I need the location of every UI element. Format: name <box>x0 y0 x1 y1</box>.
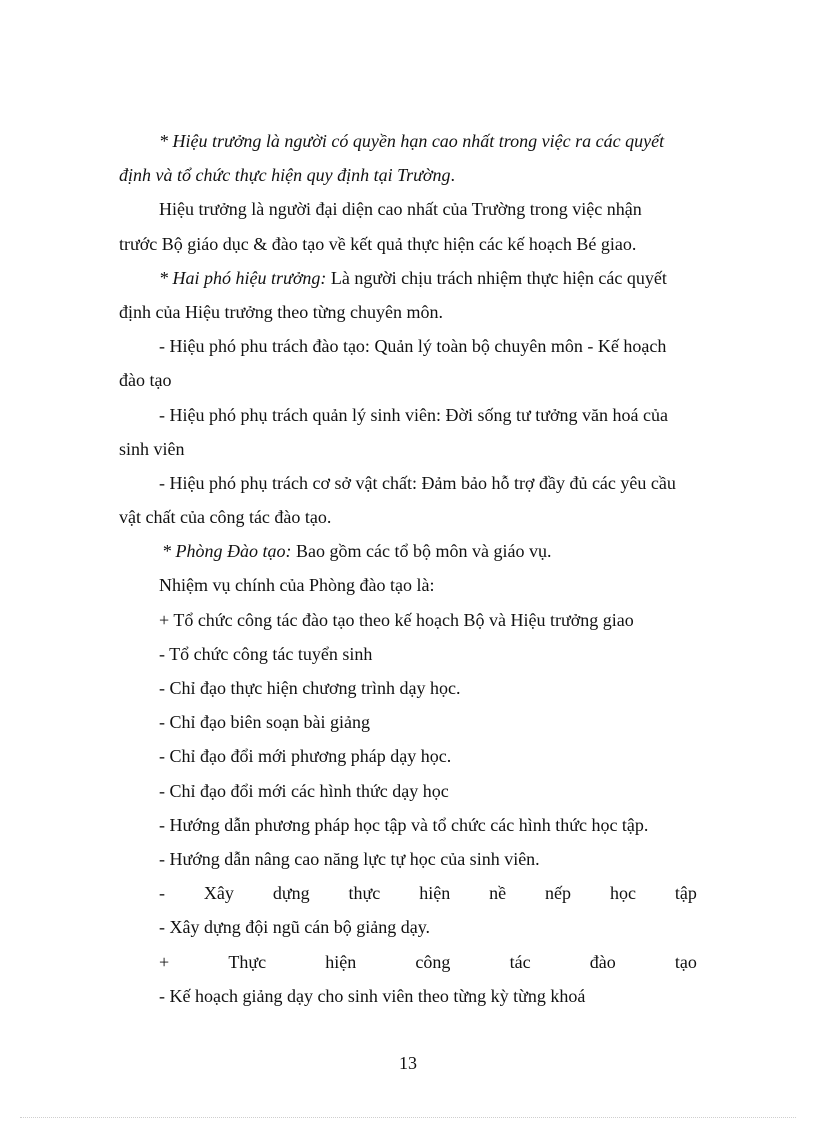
justified-word: thực <box>348 883 381 904</box>
vp-facilities-line-1: - Hiệu phó phụ trách cơ sở vật chất: Đảm bảo hỗ trợ đầy đủ các yêu cầu <box>159 472 676 493</box>
justified-word: tác <box>509 951 531 972</box>
justified-word: học <box>609 883 636 904</box>
document-body <box>119 124 697 1013</box>
page-bottom-divider <box>20 1117 796 1118</box>
justified-word: tạo <box>674 951 697 972</box>
justified-word: hiện <box>325 951 357 972</box>
duty-item: + Tổ chức công tác đào tạo theo kế hoạch Bộ và Hiệu trưởng giao <box>159 609 634 630</box>
principal-representative-line-2: trước Bộ giáo dục & đào tạo về kết quả thực hiện các kế hoạch Bé giao. <box>119 233 637 254</box>
justified-word: tập <box>674 883 697 904</box>
principal-heading-period: . <box>450 165 456 186</box>
principal-representative-line-1: Hiệu trưởng là người đại diện cao nhất của Trường trong việc nhận <box>159 199 642 220</box>
vp-facilities-line-2: vật chất của công tác đào tạo. <box>119 507 332 528</box>
page-number: 13 <box>399 1053 417 1073</box>
principal-heading-cont <box>119 158 697 192</box>
duty-item: - Kế hoạch giảng dạy cho sinh viên theo từng kỳ từng khoá <box>159 985 586 1006</box>
duty-item: - Hướng dẫn nâng cao năng lực tự học của sinh viên. <box>159 848 540 869</box>
justified-word: đào <box>589 951 616 972</box>
vice-principals-desc: Là người chịu trách nhiệm thực hiện các quyết <box>326 267 667 288</box>
vice-principals-desc-cont: định của Hiệu trưởng theo từng chuyên môn. <box>119 301 443 322</box>
training-office-desc: Bao gồm các tổ bộ môn và giáo vụ. <box>291 541 552 562</box>
justified-duty-line-2 <box>119 945 697 979</box>
principal-heading-line <box>119 124 697 158</box>
duties-intro: Nhiệm vụ chính của Phòng đào tạo là: <box>159 575 435 596</box>
justified-word: dựng <box>272 883 310 904</box>
vp-students-line-1: - Hiệu phó phụ trách quản lý sinh viên: Đời sống tư tưởng văn hoá của <box>159 404 668 425</box>
justified-word: nếp <box>545 883 572 904</box>
duty-item: - Chỉ đạo thực hiện chương trình dạy học. <box>159 678 461 698</box>
vp-training-line-2: đào tạo <box>119 370 172 391</box>
vice-principals-heading: * Hai phó hiệu trưởng: <box>159 267 327 288</box>
principal-heading-cont-italic: định và tổ chức thực hiện quy định tại Trường <box>119 165 451 186</box>
vp-training-line-1: - Hiệu phó phu trách đào tạo: Quản lý toàn bộ chuyên môn - Kế hoạch <box>159 336 667 357</box>
duty-item: - Tổ chức công tác tuyển sinh <box>159 643 373 664</box>
justified-word: Xây <box>203 883 234 904</box>
justified-word: - <box>159 883 165 904</box>
duty-item: - Chỉ đạo đổi mới phương pháp dạy học. <box>159 746 452 767</box>
justified-word: nề <box>489 883 507 904</box>
justified-duty-line-1 <box>119 876 697 910</box>
justified-word: công <box>415 951 451 972</box>
training-office-heading-line <box>119 534 697 568</box>
duty-item: - Chỉ đạo đổi mới các hình thức dạy học <box>159 780 449 801</box>
justified-word: hiện <box>419 883 451 904</box>
vice-principals-heading-line <box>119 261 697 295</box>
vp-students-line-2: sinh viên <box>119 438 185 459</box>
training-office-heading: * Phòng Đào tạo: <box>162 541 292 562</box>
principal-heading: * Hiệu trưởng là người có quyền hạn cao nhất trong việc ra các quyết <box>159 131 665 151</box>
duty-item: - Hướng dẫn phương pháp học tập và tổ chức các hình thức học tập. <box>159 814 649 835</box>
duty-item: - Chỉ đạo biên soạn bài giảng <box>159 712 370 733</box>
duty-item: - Xây dựng đội ngũ cán bộ giảng dạy. <box>159 917 431 938</box>
justified-word: Thực <box>228 951 267 972</box>
justified-word: + <box>159 951 170 972</box>
